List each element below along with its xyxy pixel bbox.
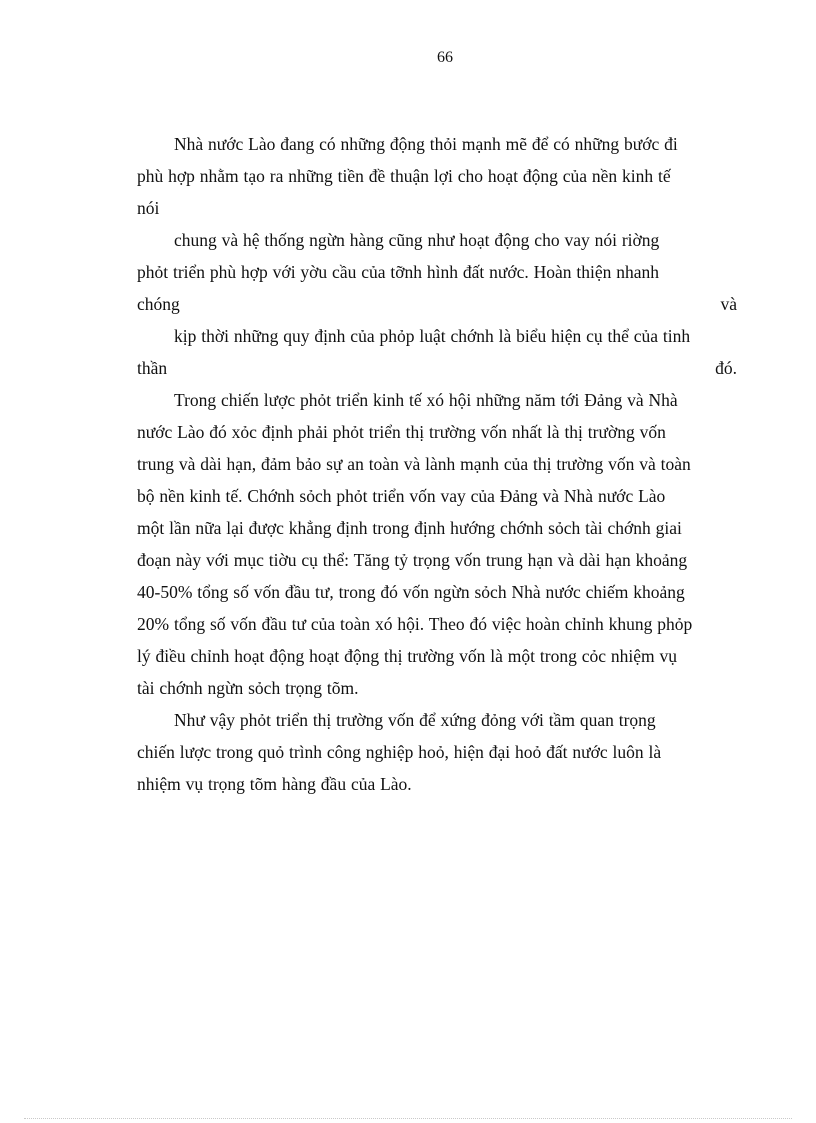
paragraph-line: đoạn này với mục tiờu cụ thể: Tăng tỷ trọng vốn trung hạn và dài hạn khoảng xyxy=(137,550,688,570)
paragraph-line: Như vậy phỏt triển thị trường vốn để xứng đỏng với tầm quan trọng xyxy=(174,710,656,730)
paragraph-line-split xyxy=(137,352,737,384)
paragraph-line: nói xyxy=(137,198,160,218)
split-left-text: chóng xyxy=(137,294,180,314)
paragraph-line: nhiệm vụ trọng tõm hàng đầu của Lào. xyxy=(137,774,412,794)
split-right-text: đó. xyxy=(715,358,737,378)
paragraph-line: kịp thời những quy định của phỏp luật chớnh là biểu hiện cụ thể của tinh xyxy=(174,326,691,346)
paragraph-line: 20% tổng số vốn đầu tư của toàn xó hội. Theo đó việc hoàn chỉnh khung phỏp xyxy=(137,614,693,634)
paragraph-line: một lần nữa lại được khẳng định trong định hướng chớnh sỏch tài chớnh giai xyxy=(137,518,682,538)
split-right-text: và xyxy=(720,294,737,314)
page-bottom-divider xyxy=(24,1118,792,1119)
paragraph-line: phù hợp nhằm tạo ra những tiền đề thuận lợi cho hoạt động của nền kinh tế xyxy=(137,166,671,186)
paragraph-line-split xyxy=(137,288,737,320)
paragraph-line: trung và dài hạn, đảm bảo sự an toàn và lành mạnh của thị trường vốn và toàn xyxy=(137,454,691,474)
paragraph-line: 40-50% tổng số vốn đầu tư, trong đó vốn ngừn sỏch Nhà nước chiếm khoảng xyxy=(137,582,685,602)
paragraph-line: bộ nền kinh tế. Chớnh sỏch phỏt triển vốn vay của Đảng và Nhà nước Lào xyxy=(137,486,666,506)
split-left-text: thần xyxy=(137,358,168,378)
paragraph-line: lý điều chỉnh hoạt động hoạt động thị trường vốn là một trong cỏc nhiệm vụ xyxy=(137,646,677,666)
paragraph-line: Nhà nước Lào đang có những động thỏi mạnh mẽ để có những bước đi xyxy=(174,134,678,154)
paragraph-line: nước Lào đó xỏc định phải phỏt triển thị trường vốn nhất là thị trường vốn xyxy=(137,422,666,442)
paragraph-line: chiến lược trong quỏ trình công nghiệp hoỏ, hiện đại hoỏ đất nước luôn là xyxy=(137,742,662,762)
document-body xyxy=(137,128,737,800)
paragraph-line: phỏt triển phù hợp với yờu cầu của tỡnh hình đất nước. Hoàn thiện nhanh xyxy=(137,262,660,282)
paragraph-line: chung và hệ thống ngừn hàng cũng như hoạt động cho vay nói riờng xyxy=(174,230,660,250)
paragraph-line: Trong chiến lược phỏt triển kinh tế xó hội những năm tới Đảng và Nhà xyxy=(174,390,678,410)
paragraph-line: tài chớnh ngừn sỏch trọng tõm. xyxy=(137,678,359,698)
page-number: 66 xyxy=(437,49,453,66)
